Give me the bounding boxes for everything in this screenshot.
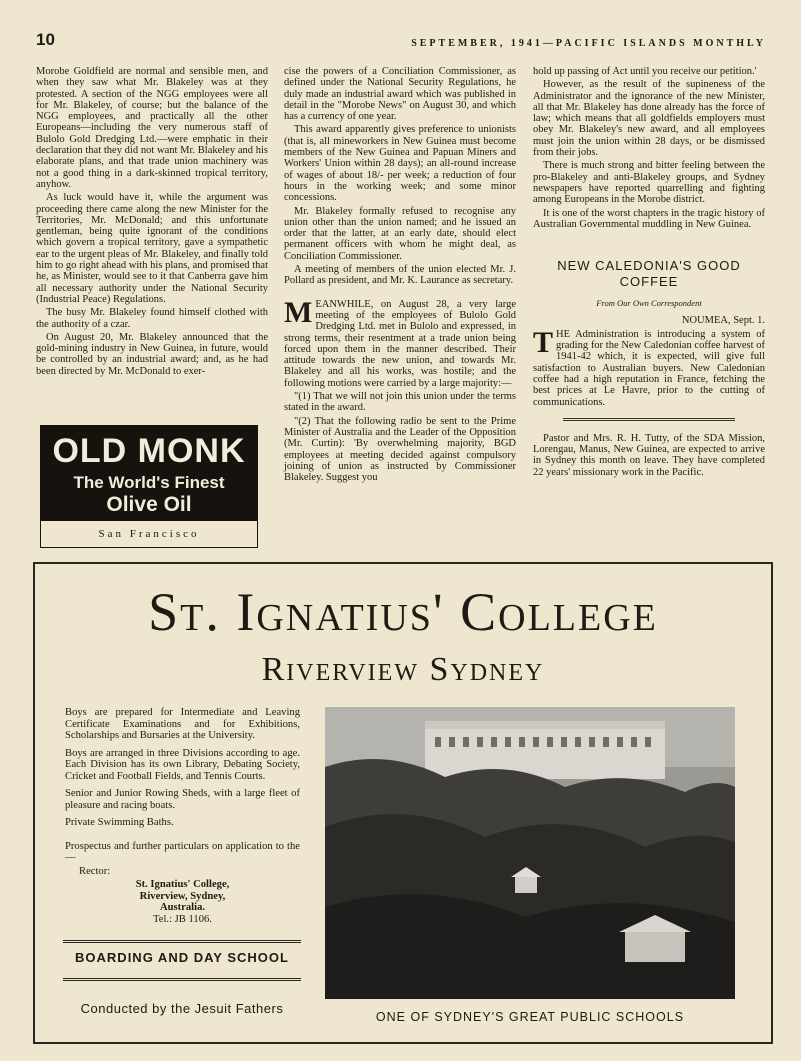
- column-2: [284, 66, 516, 485]
- college-footer: ONE OF SYDNEY'S GREAT PUBLIC SCHOOLS: [375, 1010, 685, 1024]
- paragraph: Morobe Goldfield are normal and sensible men, and when they saw what Mr. Blakeley was at they protested. A section of the NGG employees were all for Mr. Blakeley, of course; but the balance of the NGG employees, and practically all the other Europeans—including the very numerous staff of Bulolo Gold Dredging Ltd.—were emphatic in their declaration that they did not want Mr. Blakeley and his elaborate plans, and that trade union machinery was not a good thing in a dark-skinned tropical territory, anyhow.: [36, 66, 268, 190]
- paragraph: A meeting of members of the union elected Mr. J. Pollard as president, and Mr. K. Laurance as secretary.: [284, 264, 516, 287]
- jesuit-label: Conducted by the Jesuit Fathers: [80, 1001, 284, 1016]
- paragraph: However, as the result of the supineness of the Administrator and the ignorance of the new Minister, all that Mr. Blakeley has done already has the force of law; which means that all goldfields employers must obey Mr. Blakeley's new award, and all employees must join the union within 28 days, or be dismissed from their jobs.: [533, 79, 765, 159]
- paragraph: cise the powers of a Conciliation Commissioner, as defined under the National Security Regulations, he duly made an industrial award which was published in detail in the "Morobe News" on August 30, and which has a currency of one year.: [284, 66, 516, 123]
- paragraph: hold up passing of Act until you receive our petition.': [533, 66, 757, 77]
- old-monk-product: Olive Oil: [106, 493, 192, 516]
- paragraph-tutty: Pastor and Mrs. R. H. Tutty, of the SDA Mission, Lorengau, Manus, New Guinea, are expected to arrive in Sydney this month on leave. They have completed 22 years' missionary work in the Pacific.: [533, 432, 765, 478]
- paragraph-text: EANWHILE, on August 28, a very large meeting of the employees of Bulolo Gold Dredging Ltd. met in Bulolo and expressed, in strong terms, their resentment at a trade union being forced upon them in the manner described. Their attitude towards the new union, and towards Mr. Blakeley and all his works, was hostile; and the following motions were carried by a large majority:—: [284, 298, 516, 389]
- address-line: Riverview, Sydney,: [139, 890, 226, 902]
- address-line: St. Ignatius' College,: [135, 879, 230, 890]
- paragraph: Mr. Blakeley formally refused to recognise any union other than the union named; and he issued an order that the latter, at an early date, should elect permanent officers with whom he might deal, as Conciliation Commissioner.: [284, 205, 516, 262]
- page-header: [36, 30, 766, 54]
- paragraph: As luck would have it, while the argument was proceeding there came along the new Minister for the Territories, Mr. McDonald; and this unfortunate gentleman, being quite ignorant of the conditions which govern a tropical territory, gave a sympathetic ear to the urgent pleas of Mr. Blakeley, and finally told him to go right ahead with his plans, and promised that he, as Minister, would see to it that Canberra gave him all necessary authority under the National Security (Industrial Peace) Regulations.: [36, 192, 268, 305]
- paragraph: On August 20, Mr. Blakeley announced that the gold-mining industry in New Guinea, in future, would be controlled by an industrial award; and, as he had been directed by Mr. McDonald to exer-: [36, 331, 268, 377]
- paragraph-coffee: [533, 325, 765, 408]
- rector-address: [65, 879, 300, 925]
- old-monk-brand: OLD MONK: [52, 432, 246, 470]
- byline: From Our Own Correspondent: [596, 298, 702, 309]
- drop-cap: M: [284, 295, 313, 329]
- college-photo-illustration: [325, 707, 735, 999]
- address-line: Australia.: [159, 902, 206, 913]
- page-number: 10: [36, 30, 55, 49]
- paragraph: There is much strong and bitter feeling between the pro-Blakeley and anti-Blakeley groups, and Sydney newspapers have reported quarrelling and fighting among Europeans in the Morobe district.: [533, 160, 765, 206]
- divider: [63, 978, 301, 981]
- old-monk-city: San Francisco: [40, 521, 258, 548]
- running-head: SEPTEMBER, 1941—PACIFIC ISLANDS MONTHLY: [411, 38, 766, 49]
- drop-cap: T: [533, 325, 554, 359]
- column-1: [36, 66, 268, 379]
- old-monk-tagline: The World's Finest: [73, 473, 225, 492]
- college-paragraph: Senior and Junior Rowing Sheds, with a large fleet of pleasure and racing boats.: [65, 788, 300, 811]
- college-description: [65, 707, 300, 925]
- college-paragraph: Boys are prepared for Intermediate and Leaving Certificate Examinations and for Exhibitions, Scholarships and Bursaries at the University.: [65, 707, 300, 741]
- paragraph-text: HE Administration is introducing a system of grading for the New Caledonian coffee harvest of 1941-42 which, it is expected, will give full satisfaction to Australian buyers. New Caledonian coffee had a high reputation in France, fetching the best prices at Le Havre, prior to the cutting of communications.: [533, 328, 765, 408]
- column-3: [533, 66, 765, 480]
- old-monk-banner: [40, 425, 258, 521]
- college-paragraph: Boys are arranged in three Divisions according to age. Each Division has its own Library, Debating Society, Cricket and Football Fields, and Tennis Courts.: [65, 747, 300, 782]
- college-subtitle: Riverview Sydney: [261, 651, 545, 688]
- section-title-coffee: NEW CALEDONIA'S GOOD COFFEE: [557, 258, 741, 290]
- college-paragraph: Private Swimming Baths.: [65, 817, 174, 828]
- college-advertisement: [33, 562, 773, 1044]
- college-photo: [325, 707, 735, 999]
- paragraph: The busy Mr. Blakeley found himself clothed with the authority of a czar.: [36, 307, 268, 330]
- college-paragraph: Prospectus and further particulars on application to the—: [65, 840, 300, 863]
- telephone: Tel.: JB 1106.: [153, 913, 212, 925]
- paragraph: This award apparently gives preference to unionists (that is, all mineworkers in New Guinea must become members of the New Guinea and Papuan Miners and Workers' Union within 28 days); an all-round increase of wages of about 18/- per week; a reduction of four hours in the working week; and some minor concessions.: [284, 124, 516, 204]
- paragraph-meanwhile: [284, 295, 516, 389]
- divider: [63, 940, 301, 943]
- old-monk-advertisement: [40, 425, 258, 551]
- paragraph: "(1) That we will not join this union under the terms stated in the award.: [284, 391, 516, 414]
- paragraph: "(2) That the following radio be sent to the Prime Minister of Australia and the Leader of the Opposition (Mr. Curtin): 'By overwhelming majority, BGD employees at meeting decided against compulsory joining of union as instructed by Commissioner Blakeley. Suggest you: [284, 415, 516, 484]
- divider: [563, 418, 735, 421]
- dateline: NOUMEA, Sept. 1.: [681, 315, 765, 327]
- boarding-label: BOARDING AND DAY SCHOOL: [75, 950, 289, 965]
- college-title: St. Ignatius' College: [148, 582, 658, 642]
- paragraph: It is one of the worst chapters in the tragic history of Australian Governmental muddling in New Guinea.: [533, 207, 765, 230]
- rector-label: Rector:: [79, 865, 111, 877]
